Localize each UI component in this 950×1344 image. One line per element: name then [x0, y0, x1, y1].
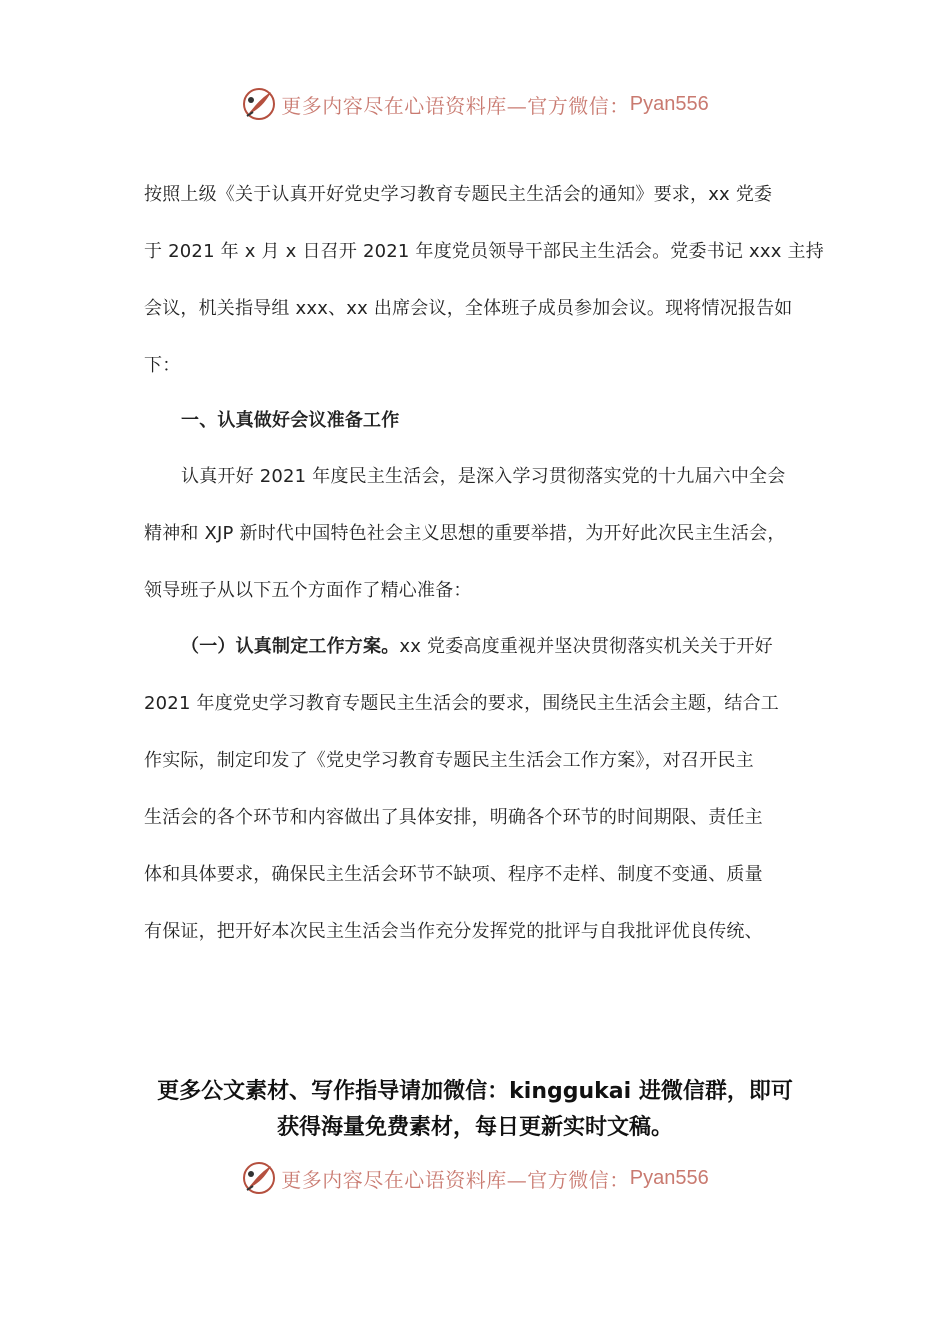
banner-account-id: Pyan556 [629, 92, 709, 115]
section-heading-block [144, 392, 810, 449]
text-line: 下： [144, 355, 181, 376]
text-line: 认真开好 2021 年度民主生活会，是深入学习贯彻落实党的十九届六中全会 [181, 466, 786, 487]
banner-text: 更多内容尽在心语资料库—官方微信： [281, 1167, 630, 1192]
text-line: 作实际，制定印发了《党史学习教育专题民主生活会工作方案》，对召开民主 [144, 750, 754, 771]
subsection-lead-rest: xx 党委高度重视并坚决贯彻落实机关关于开好 [399, 636, 773, 657]
text-line: 会议，机关指导组 xxx、xx 出席会议，全体班子成员参加会议。现将情况报告如 [144, 298, 793, 319]
footer-promo-note [0, 1074, 950, 1146]
text-line: 领导班子从以下五个方面作了精心准备： [144, 580, 472, 601]
subsection-lead: （一）认真制定工作方案。 [181, 636, 400, 657]
footer-line-2: 获得海量免费素材，每日更新实时文稿。 [276, 1115, 673, 1140]
footer-line-1: 更多公文素材、写作指导请加微信：kinggukai 进微信群，即可 [157, 1079, 793, 1104]
text-line: 2021 年度党史学习教育专题民主生活会的要求，围绕民主生活会主题，结合工 [144, 693, 779, 714]
quill-pen-logo-icon [241, 1160, 277, 1196]
text-line: 有保证，把开好本次民主生活会当作充分发挥党的批评与自我批评优良传统、 [144, 921, 763, 942]
text-line: 体和具体要求，确保民主生活会环节不缺项、程序不走样、制度不变通、质量 [144, 864, 763, 885]
top-watermark-banner [0, 84, 950, 124]
intro-paragraph [144, 166, 824, 394]
banner-account-id: Pyan556 [629, 1166, 709, 1189]
text-line-with-lead [144, 618, 810, 675]
text-line: 精神和 XJP 新时代中国特色社会主义思想的重要举措，为开好此次民主生活会， [144, 523, 786, 544]
banner-text: 更多内容尽在心语资料库—官方微信： [281, 93, 630, 118]
prep-intro-paragraph [144, 448, 810, 619]
quill-pen-logo-icon [241, 86, 277, 122]
text-line: 生活会的各个环节和内容做出了具体安排，明确各个环节的时间期限、责任主 [144, 807, 763, 828]
work-plan-paragraph [144, 618, 810, 960]
section-heading: 一、认真做好会议准备工作 [181, 410, 400, 431]
text-line: 按照上级《关于认真开好党史学习教育专题民主生活会的通知》要求，xx 党委 [144, 184, 773, 205]
text-line: 于 2021 年 x 月 x 日召开 2021 年度党员领导干部民主生活会。党委书记 xxx 主持 [144, 241, 824, 262]
bottom-watermark-banner [0, 1158, 950, 1198]
